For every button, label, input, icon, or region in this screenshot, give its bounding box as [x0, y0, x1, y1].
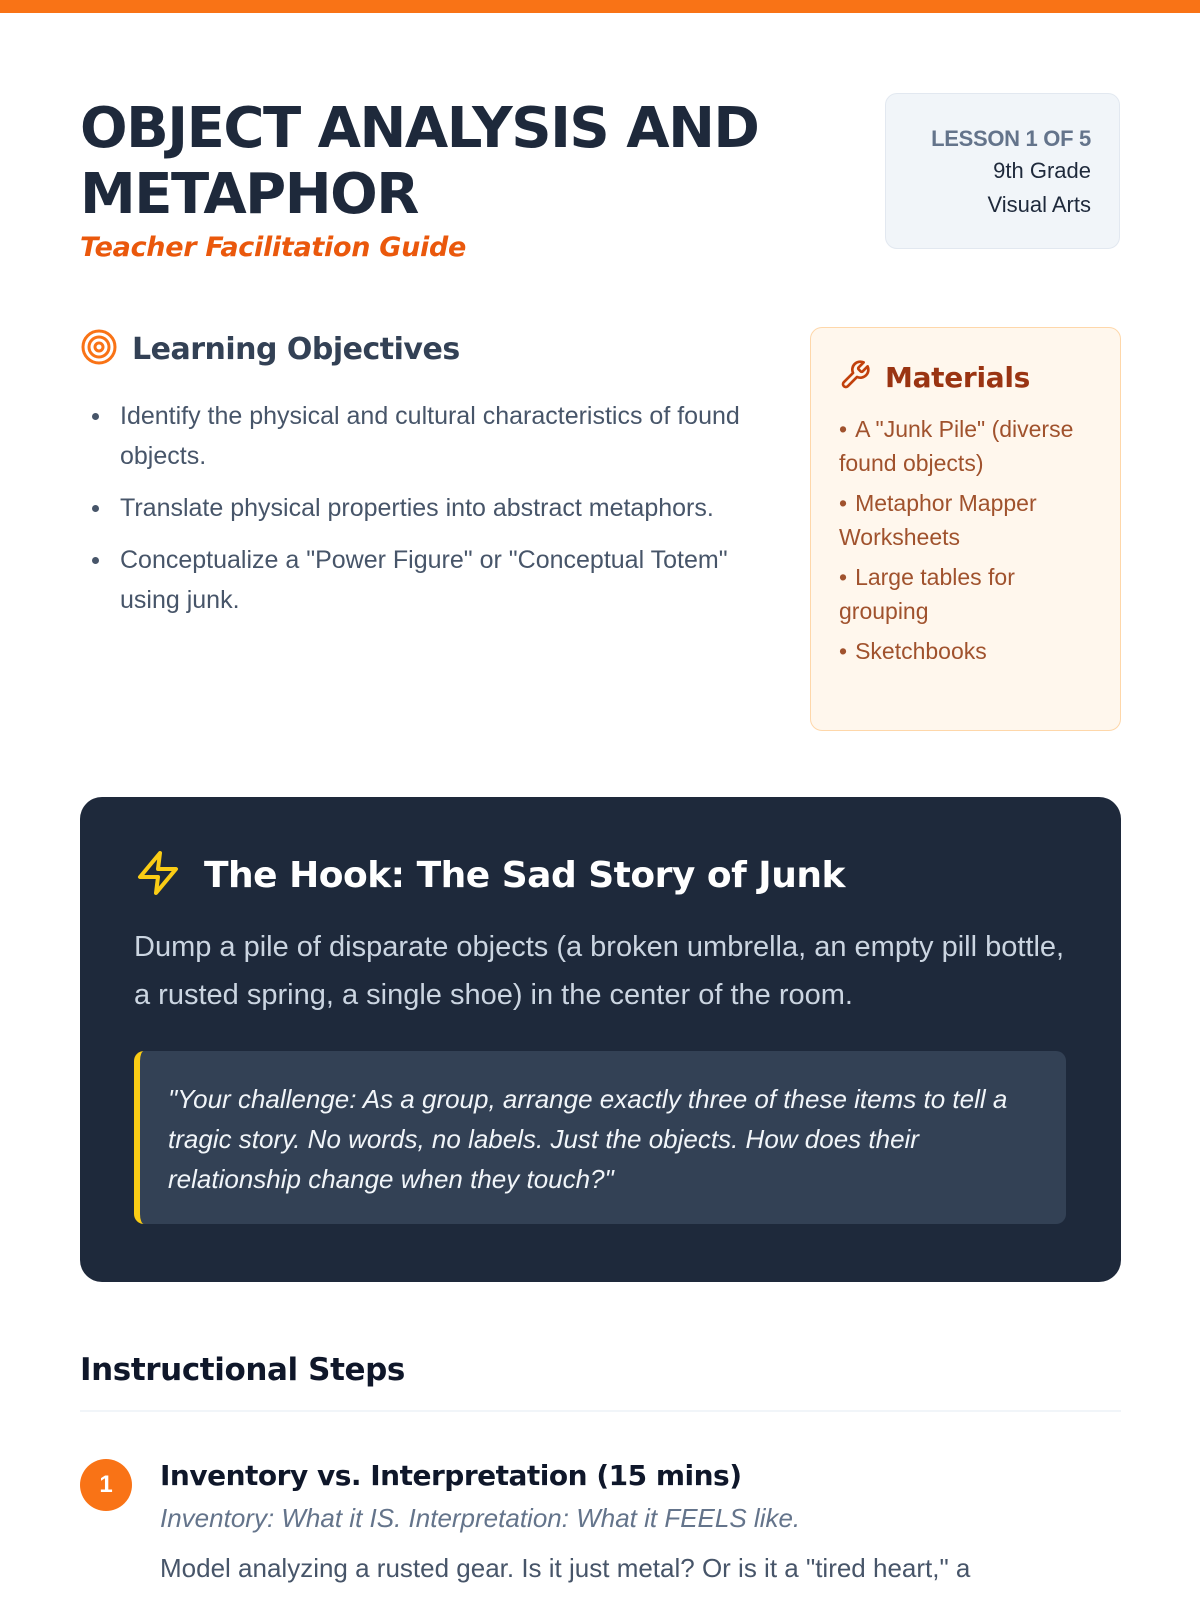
wrench-icon — [839, 359, 871, 396]
objectives-list — [80, 396, 740, 620]
material-label: Large tables for grouping — [839, 564, 1015, 624]
step-text: Model analyzing a rusted gear. Is it just metal? Or is it a "tired heart," a — [160, 1553, 971, 1583]
material-item — [839, 560, 1100, 628]
title-block — [80, 96, 840, 263]
page-subtitle: Teacher Facilitation Guide — [80, 232, 466, 263]
materials-heading: Materials — [885, 360, 1030, 394]
hook-panel — [80, 797, 1121, 1282]
material-item — [839, 412, 1100, 480]
objective-item: Identify the physical and cultural characteristics of found objects. — [90, 396, 740, 476]
objective-item: Conceptualize a "Power Figure" or "Conceptual Totem" using junk. — [90, 540, 740, 620]
step-number-badge: 1 — [80, 1459, 132, 1511]
objectives-heading: Learning Objectives — [132, 331, 460, 367]
bullet: • — [839, 638, 848, 664]
hook-description: Dump a pile of disparate objects (a broken umbrella, an empty pill bottle, a rusted spring, a single shoe) in the center of the room. — [134, 931, 1065, 1011]
lesson-info-card — [885, 93, 1120, 249]
bullet: • — [839, 416, 848, 442]
lesson-number: LESSON 1 OF 5 — [931, 126, 1091, 151]
materials-list — [839, 412, 1100, 668]
bullet: • — [839, 564, 848, 590]
step-subtitle: Inventory: What it IS. Interpretation: What it FEELS like. — [160, 1503, 801, 1533]
steps-heading: Instructional Steps — [80, 1352, 405, 1388]
objective-item: Translate physical properties into abstract metaphors. — [90, 488, 740, 528]
lesson-subject: Visual Arts — [987, 192, 1091, 217]
material-label: Sketchbooks — [855, 638, 987, 664]
hook-quote: "Your challenge: As a group, arrange exactly three of these items to tell a tragic story. No words, no labels. Just the objects. How does their relationship change when they touch?" — [134, 1051, 1066, 1224]
bullet: • — [839, 490, 848, 516]
materials-card — [810, 327, 1121, 731]
steps-header — [80, 1352, 1121, 1412]
target-icon — [80, 328, 118, 371]
lightning-icon — [134, 848, 182, 903]
step-item — [80, 1459, 1121, 1600]
objectives-header — [80, 328, 740, 370]
hook-header — [134, 849, 1067, 901]
learning-objectives-section — [80, 328, 740, 632]
materials-header — [839, 360, 1100, 394]
page-title: OBJECT ANALYSIS AND METAPHOR — [80, 96, 759, 227]
material-item — [839, 486, 1100, 554]
material-label: Metaphor Mapper Worksheets — [839, 490, 1037, 550]
hook-heading: The Hook: The Sad Story of Junk — [204, 854, 845, 896]
lesson-page — [80, 0, 1120, 1600]
material-item — [839, 634, 1100, 668]
lesson-grade: 9th Grade — [993, 158, 1091, 183]
step-body — [160, 1457, 1120, 1587]
material-label: A "Junk Pile" (diverse found objects) — [839, 416, 1074, 476]
step-title: Inventory vs. Interpretation (15 mins) — [160, 1459, 742, 1492]
